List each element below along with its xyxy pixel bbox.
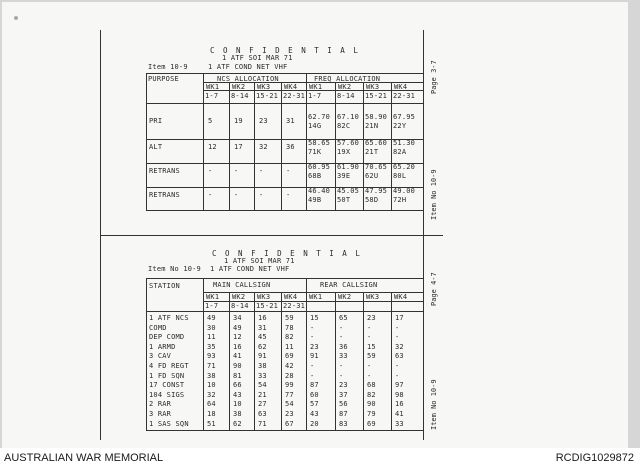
week-label: WK4 xyxy=(394,293,408,301)
col-station: STATION xyxy=(149,282,180,290)
column-rule xyxy=(306,73,307,210)
ncs-cell: 5 xyxy=(208,117,213,125)
column-rule xyxy=(306,278,307,430)
freq-code: 21N xyxy=(365,122,379,130)
week-label: WK3 xyxy=(366,293,380,301)
main-callsign: 28 xyxy=(285,371,294,380)
week-label: WK4 xyxy=(284,83,298,91)
rear-callsign: 36 xyxy=(339,342,348,351)
column-rule xyxy=(229,292,230,430)
rear-callsign: 41 xyxy=(395,410,404,418)
row-station: 1 FD SQN xyxy=(149,371,185,380)
row-purpose: ALT xyxy=(149,143,163,151)
rear-callsign: - xyxy=(367,333,372,342)
rear-callsign: 23 xyxy=(367,314,376,322)
main-callsign: 16 xyxy=(233,342,242,351)
rear-callsign: 15 xyxy=(367,342,376,351)
column-rule xyxy=(391,292,392,430)
main-callsign: 69 xyxy=(285,352,294,361)
column-rule xyxy=(423,278,424,430)
document-page xyxy=(2,2,628,448)
main-callsign: 90 xyxy=(233,362,242,370)
main-callsign: 42 xyxy=(285,362,294,370)
ncs-cell: - xyxy=(208,191,213,199)
week-label: WK2 xyxy=(338,293,352,301)
rear-callsign: - xyxy=(339,371,344,380)
ncs-cell: 32 xyxy=(259,143,268,151)
week-label: WK1 xyxy=(309,293,323,301)
row-station: 4 FD REGT xyxy=(149,362,189,370)
main-callsign: 10 xyxy=(207,381,216,390)
rear-callsign: - xyxy=(310,323,315,332)
rear-callsign: - xyxy=(395,362,400,370)
day-range: 15-21 xyxy=(256,302,279,310)
week-label: WK3 xyxy=(257,293,271,301)
row-station: COMD xyxy=(149,323,167,332)
main-callsign: 34 xyxy=(233,314,242,322)
freq-cell: 70.65 xyxy=(365,163,388,171)
freq-cell: 58.65 xyxy=(308,139,331,147)
week-label: WK1 xyxy=(206,293,220,301)
rear-callsign: 57 xyxy=(310,400,319,409)
rear-callsign: - xyxy=(339,333,344,342)
main-callsign: 38 xyxy=(233,410,242,418)
rear-callsign: 65 xyxy=(339,314,348,322)
row-station: 104 SIGS xyxy=(149,390,185,399)
rear-callsign: 16 xyxy=(395,400,404,409)
main-callsign: 62 xyxy=(233,419,242,428)
rear-callsign: - xyxy=(367,362,372,370)
freq-code: 19X xyxy=(337,148,351,156)
footer-bar xyxy=(0,448,640,467)
week-label: WK2 xyxy=(232,83,246,91)
main-callsign: 31 xyxy=(258,323,267,332)
top-table-bottom-rule xyxy=(146,210,423,211)
column-rule xyxy=(281,292,282,430)
column-rule xyxy=(363,82,364,210)
column-rule xyxy=(254,82,255,210)
main-callsign: 11 xyxy=(285,342,294,351)
top-subtitle: 1 ATF SOI MAR 71 xyxy=(222,54,293,62)
main-callsign: 54 xyxy=(258,381,267,390)
main-callsign: 35 xyxy=(207,342,216,351)
footer-id: RCDIG1029872 xyxy=(555,452,634,464)
freq-cell: 51.30 xyxy=(393,139,416,147)
main-callsign: 23 xyxy=(285,410,294,418)
main-callsign: 38 xyxy=(258,362,267,370)
freq-cell: 65.20 xyxy=(393,163,416,171)
column-rule xyxy=(423,73,424,210)
rear-callsign: 43 xyxy=(310,410,319,418)
freq-cell: 47.95 xyxy=(365,187,388,195)
col-purpose: PURPOSE xyxy=(148,75,179,83)
column-rule xyxy=(146,278,147,430)
day-range: 22-31 xyxy=(283,92,306,100)
day-range: 22-31 xyxy=(393,92,416,100)
freq-code: 58D xyxy=(365,196,379,204)
main-callsign: 77 xyxy=(285,390,294,399)
day-range: 8-14 xyxy=(231,302,249,310)
week-label: WK4 xyxy=(284,293,298,301)
row-purpose: PRI xyxy=(149,117,163,125)
main-callsign: 82 xyxy=(285,333,294,342)
freq-code: 21T xyxy=(365,148,379,156)
column-rule xyxy=(229,82,230,210)
top-item: Item 10-9 xyxy=(148,63,188,71)
freq-code: 39E xyxy=(337,172,351,180)
rear-callsign: - xyxy=(395,371,400,380)
freq-code: 68B xyxy=(308,172,322,180)
week-label: WK3 xyxy=(257,83,271,91)
freq-code: 82A xyxy=(393,148,407,156)
main-callsign: 66 xyxy=(233,381,242,390)
column-rule xyxy=(254,292,255,430)
header-bottom-rule xyxy=(146,311,423,312)
rear-callsign: 60 xyxy=(310,390,319,399)
freq-cell: 57.60 xyxy=(337,139,360,147)
main-callsign: 10 xyxy=(233,400,242,409)
main-callsign: 99 xyxy=(285,381,294,390)
week-label: WK2 xyxy=(338,83,352,91)
top-side-page: Page 3-7 xyxy=(430,60,438,94)
rear-callsign: 83 xyxy=(339,419,348,428)
day-range: 15-21 xyxy=(365,92,388,100)
rear-callsign: - xyxy=(339,362,344,370)
bottom-item: Item No 10-9 xyxy=(148,265,201,273)
header-bottom-rule xyxy=(146,103,423,104)
main-callsign: 71 xyxy=(258,419,267,428)
main-callsign: 93 xyxy=(207,352,216,361)
rear-callsign: - xyxy=(367,371,372,380)
freq-cell: 62.70 xyxy=(308,113,331,121)
rear-callsign: - xyxy=(339,323,344,332)
freq-cell: 61.90 xyxy=(337,163,360,171)
column-rule xyxy=(363,292,364,430)
rear-callsign: 32 xyxy=(395,342,404,351)
rear-callsign: 33 xyxy=(395,419,404,428)
top-caption: 1 ATF COND NET VHF xyxy=(208,63,288,71)
main-callsign: 63 xyxy=(258,410,267,418)
ncs-cell: - xyxy=(259,167,264,175)
footer-source: AUSTRALIAN WAR MEMORIAL xyxy=(4,452,164,464)
bottom-subtitle: 1 ATF SOI MAR 71 xyxy=(224,257,295,265)
main-callsign: 18 xyxy=(207,410,216,418)
rear-callsign: 90 xyxy=(367,400,376,409)
header-top-rule xyxy=(146,73,423,74)
header-top-rule xyxy=(146,278,423,279)
column-rule xyxy=(335,82,336,210)
ncs-cell: - xyxy=(234,191,239,199)
freq-cell: 65.60 xyxy=(365,139,388,147)
freq-cell: 67.95 xyxy=(393,113,416,121)
rear-callsign: 23 xyxy=(339,381,348,390)
main-callsign: 45 xyxy=(258,333,267,342)
row-purpose: RETRANS xyxy=(149,167,180,175)
main-callsign: 64 xyxy=(207,400,216,409)
day-range: 22-31 xyxy=(283,302,306,310)
main-callsign: 49 xyxy=(207,314,216,322)
day-range: 1-7 xyxy=(308,92,322,100)
bottom-title: C O N F I D E N T I A L xyxy=(212,249,362,258)
rear-callsign: 23 xyxy=(310,342,319,351)
ncs-cell: 19 xyxy=(234,117,243,125)
ncs-cell: - xyxy=(286,191,291,199)
freq-cell: 49.00 xyxy=(393,187,416,195)
main-callsign: 54 xyxy=(285,400,294,409)
row-station: 3 CAV xyxy=(149,352,172,361)
main-callsign: 81 xyxy=(233,371,242,380)
day-range: 1-7 xyxy=(205,92,219,100)
rear-callsign: 17 xyxy=(395,314,404,322)
ncs-cell: - xyxy=(234,167,239,175)
bottom-side-item: Item No 10-9 xyxy=(430,379,438,430)
row-station: 1 ATF NCS xyxy=(149,314,189,322)
main-callsign: 11 xyxy=(207,333,216,342)
signal-instruction-sheet xyxy=(100,30,444,440)
week-label: WK1 xyxy=(309,83,323,91)
column-rule xyxy=(391,82,392,210)
main-callsign: 41 xyxy=(233,352,242,361)
top-title: C O N F I D E N T I A L xyxy=(210,46,360,55)
day-range: 15-21 xyxy=(256,92,279,100)
row-station: 1 ARMD xyxy=(149,342,176,351)
row-station: 2 RAR xyxy=(149,400,172,409)
ncs-cell: 36 xyxy=(286,143,295,151)
rear-callsign: - xyxy=(395,323,400,332)
freq-code: 62U xyxy=(365,172,379,180)
week-label: WK1 xyxy=(206,83,220,91)
main-callsign: 12 xyxy=(233,333,242,342)
main-callsign: 33 xyxy=(258,371,267,380)
main-callsign: 62 xyxy=(258,342,267,351)
column-rule xyxy=(146,73,147,210)
ncs-cell: - xyxy=(208,167,213,175)
ncs-cell: - xyxy=(286,167,291,175)
week-label: WK4 xyxy=(394,83,408,91)
freq-cell: 67.10 xyxy=(337,113,360,121)
row-station: 3 RAR xyxy=(149,410,172,418)
main-callsign: 21 xyxy=(258,390,267,399)
rear-callsign: 33 xyxy=(339,352,348,361)
rear-callsign: 69 xyxy=(367,419,376,428)
day-range: 8-14 xyxy=(337,92,355,100)
top-side-item: Item No 10-9 xyxy=(430,169,438,220)
freq-cell: 45.05 xyxy=(337,187,360,195)
main-callsign: 30 xyxy=(207,323,216,332)
rear-callsign: - xyxy=(395,333,400,342)
rear-callsign: 79 xyxy=(367,410,376,418)
week-label: WK2 xyxy=(232,293,246,301)
week-label: WK3 xyxy=(366,83,380,91)
col-main: MAIN CALLSIGN xyxy=(213,281,271,289)
freq-code: 14G xyxy=(308,122,322,130)
freq-code: 22Y xyxy=(393,122,407,130)
bottom-caption: 1 ATF COND NET VHF xyxy=(210,265,290,273)
staple-hole xyxy=(14,16,18,20)
col-rear: REAR CALLSIGN xyxy=(320,281,378,289)
main-callsign: 67 xyxy=(285,419,294,428)
ncs-cell: 17 xyxy=(234,143,243,151)
column-rule xyxy=(281,82,282,210)
freq-cell: 60.95 xyxy=(308,163,331,171)
row-station: 17 CONST xyxy=(149,381,185,390)
rear-callsign: 63 xyxy=(395,352,404,361)
ncs-cell: 23 xyxy=(259,117,268,125)
column-rule xyxy=(203,73,204,210)
col-freq: FREQ ALLOCATION xyxy=(314,75,381,83)
row-station: DEP COMD xyxy=(149,333,185,342)
rear-callsign: 68 xyxy=(367,381,376,390)
bottom-table-bottom-rule xyxy=(146,430,423,431)
rear-callsign: 82 xyxy=(367,390,376,399)
rear-callsign: 97 xyxy=(395,381,404,390)
freq-code: 49B xyxy=(308,196,322,204)
freq-code: 50T xyxy=(337,196,351,204)
main-callsign: 91 xyxy=(258,352,267,361)
main-callsign: 78 xyxy=(285,323,294,332)
ncs-cell: 12 xyxy=(208,143,217,151)
bottom-side-page: Page 4-7 xyxy=(430,272,438,306)
rear-callsign: - xyxy=(310,362,315,370)
freq-code: 71K xyxy=(308,148,322,156)
column-rule xyxy=(203,278,204,430)
day-range: 1-7 xyxy=(205,302,219,310)
row-station: 1 SAS SQN xyxy=(149,419,189,428)
main-callsign: 16 xyxy=(258,314,267,322)
main-callsign: 32 xyxy=(207,390,216,399)
rear-callsign: 59 xyxy=(367,352,376,361)
main-callsign: 51 xyxy=(207,419,216,428)
rear-callsign: 56 xyxy=(339,400,348,409)
rear-callsign: 98 xyxy=(395,390,404,399)
rear-callsign: 87 xyxy=(339,410,348,418)
row-purpose: RETRANS xyxy=(149,191,180,199)
freq-cell: 46.40 xyxy=(308,187,331,195)
col-ncs: NCS ALLOCATION xyxy=(217,75,279,83)
rear-callsign: 37 xyxy=(339,390,348,399)
rear-callsign: - xyxy=(367,323,372,332)
rear-callsign: 91 xyxy=(310,352,319,361)
freq-code: 72H xyxy=(393,196,407,204)
ncs-cell: 31 xyxy=(286,117,295,125)
freq-cell: 58.90 xyxy=(365,113,388,121)
rear-callsign: 87 xyxy=(310,381,319,390)
main-callsign: 43 xyxy=(233,390,242,399)
rear-callsign: - xyxy=(310,333,315,342)
main-callsign: 27 xyxy=(258,400,267,409)
day-range: 8-14 xyxy=(231,92,249,100)
rear-callsign: 15 xyxy=(310,314,319,322)
freq-code: 82C xyxy=(337,122,351,130)
main-callsign: 59 xyxy=(285,314,294,322)
section-divider xyxy=(100,235,443,236)
main-callsign: 71 xyxy=(207,362,216,370)
main-callsign: 49 xyxy=(233,323,242,332)
column-rule xyxy=(335,292,336,430)
rear-callsign: 20 xyxy=(310,419,319,428)
rear-callsign: - xyxy=(310,371,315,380)
ncs-cell: - xyxy=(259,191,264,199)
freq-code: 80L xyxy=(393,172,407,180)
main-callsign: 38 xyxy=(207,371,216,380)
